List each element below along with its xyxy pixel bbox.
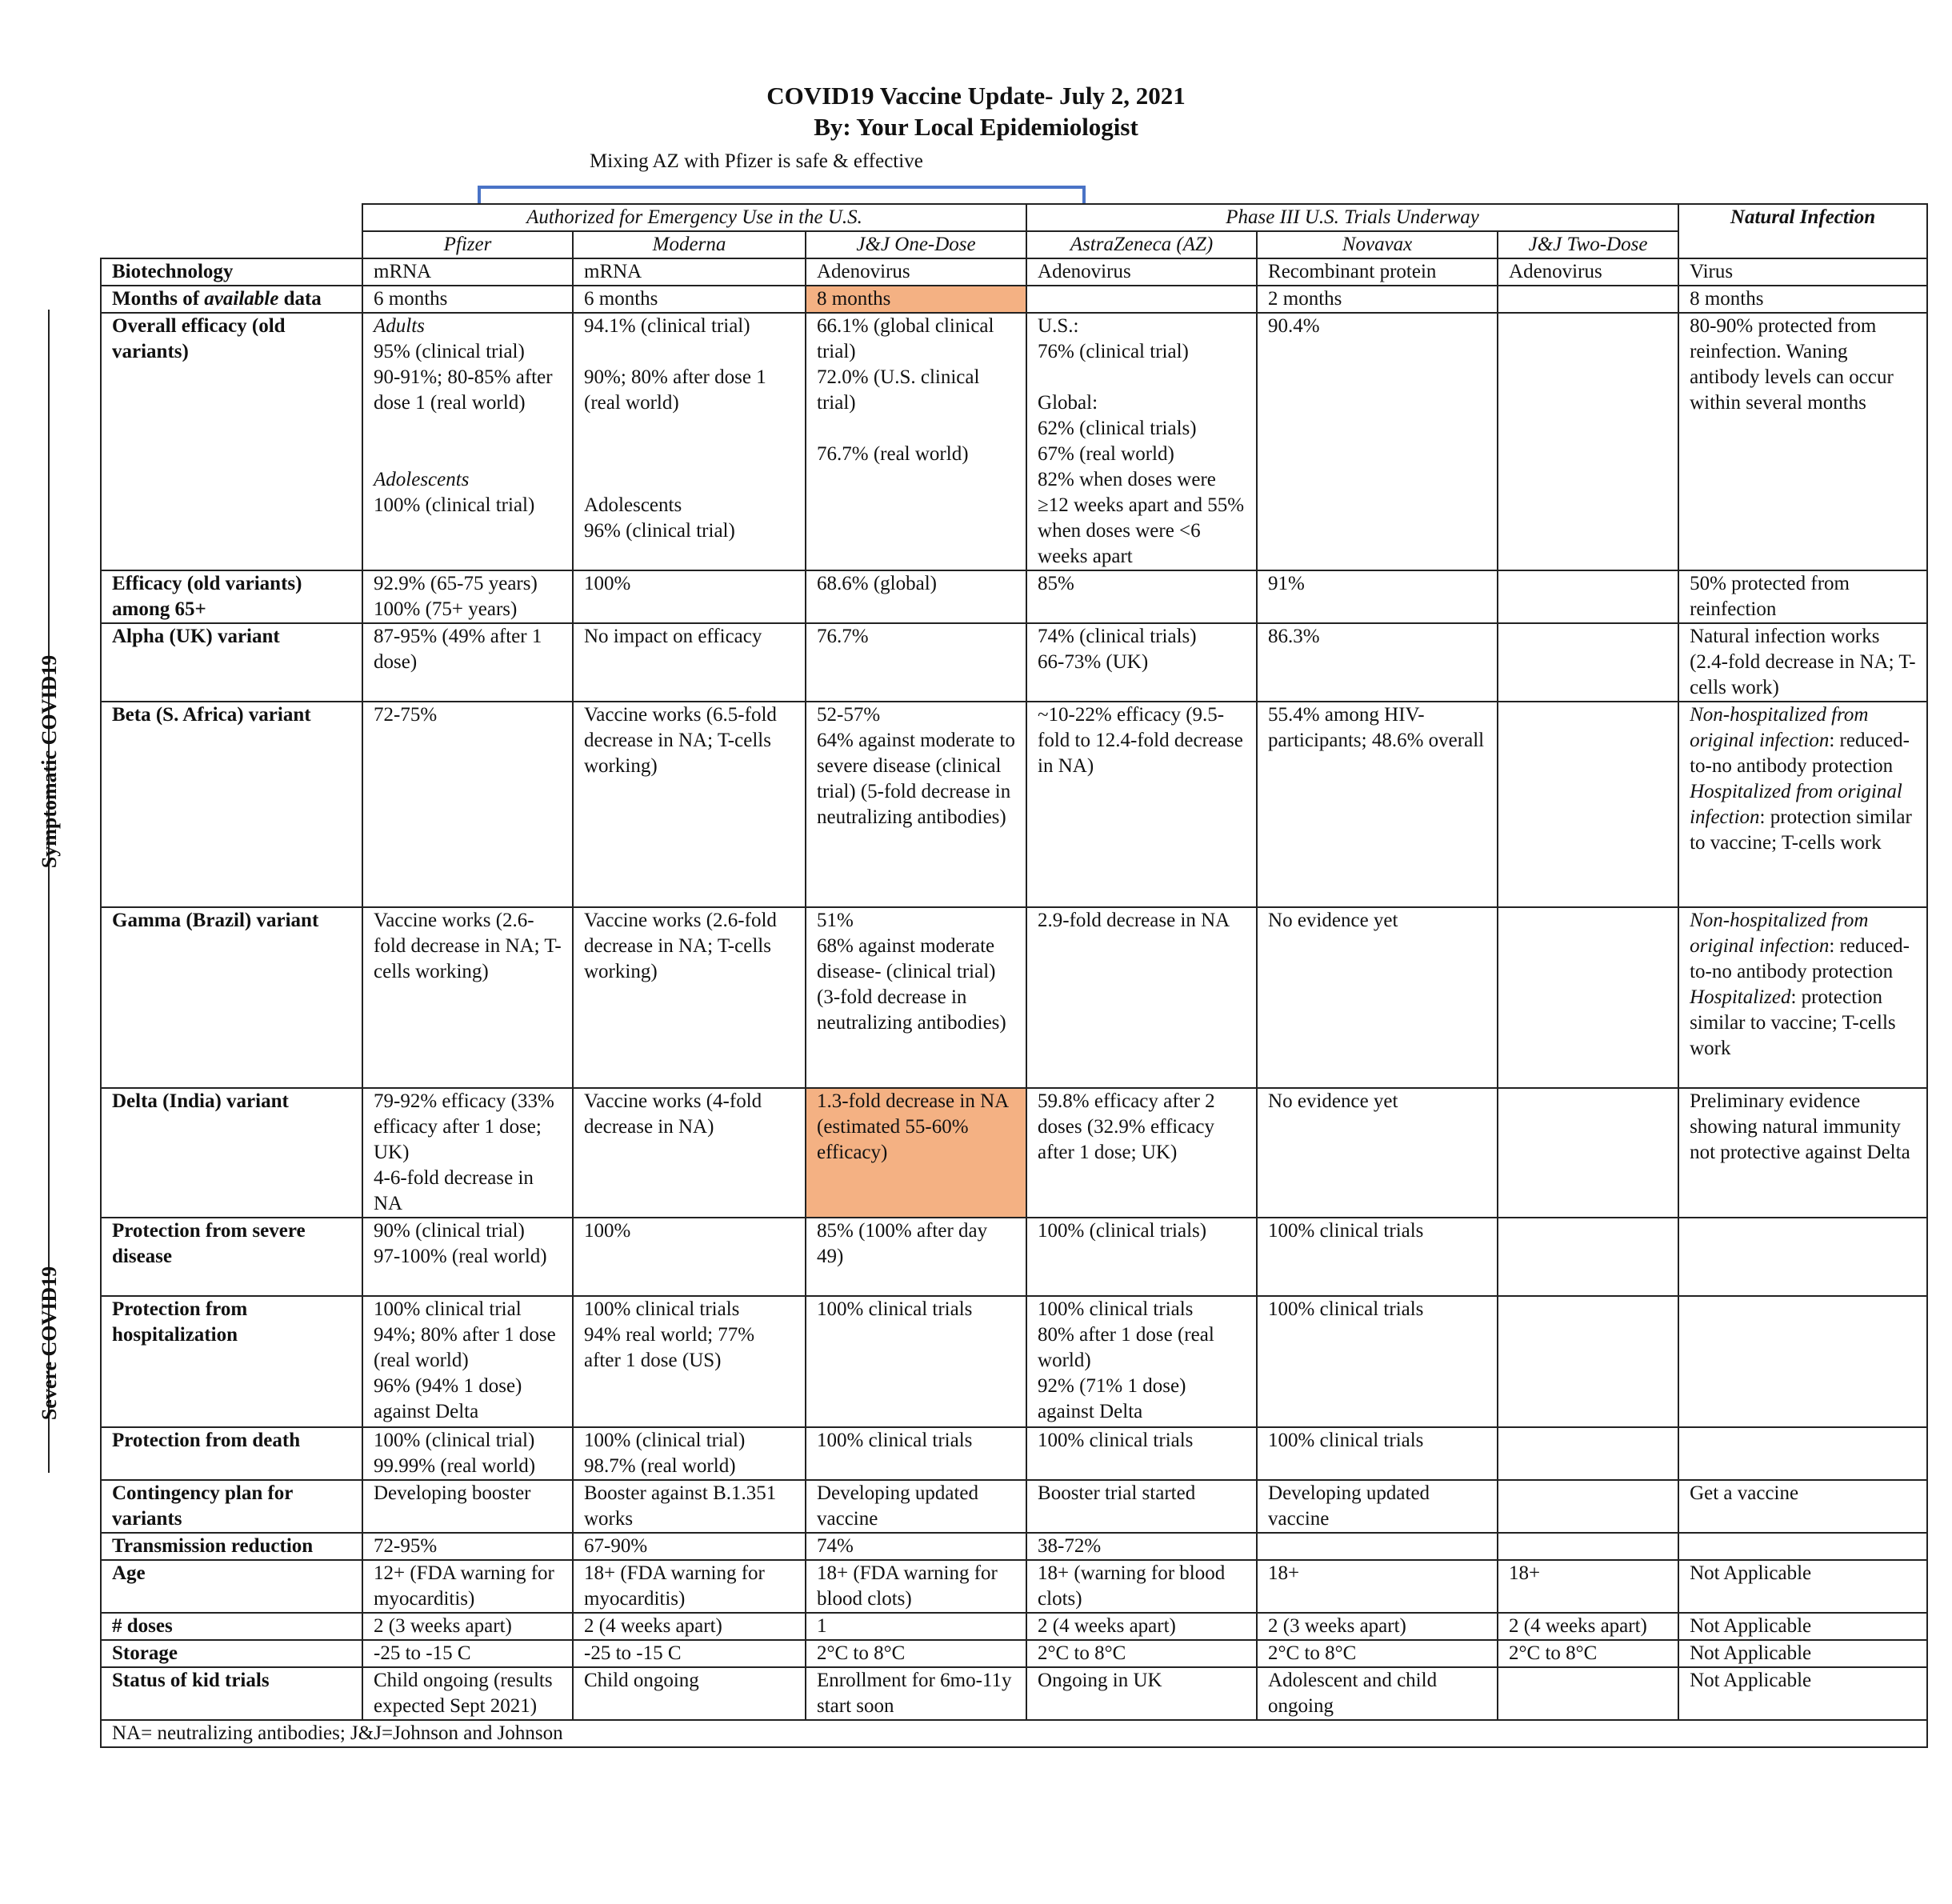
table-cell	[1678, 1296, 1927, 1427]
table-cell: 66.1% (global clinical trial) 72.0% (U.S. clinical trial) 76.7% (real world)	[806, 313, 1026, 570]
row-label-protection-from-death: Protection from death	[101, 1427, 362, 1480]
row-label-part: data	[278, 288, 322, 310]
table-cell: Not Applicable	[1678, 1613, 1927, 1640]
cell-text-part: 95% (clinical trial) 90-91%; 80-85% after dose 1 (real world)	[374, 341, 553, 414]
page-title	[0, 80, 1952, 142]
table-cell: 74% (clinical trials) 66-73% (UK)	[1026, 623, 1257, 702]
table-row	[101, 1218, 1927, 1296]
table-cell: 100% clinical trials	[806, 1296, 1026, 1427]
cell-text-part: Hospitalized	[1690, 986, 1791, 1008]
table-cell: 18+ (FDA warning for myocarditis)	[573, 1560, 806, 1613]
table-row	[101, 1560, 1927, 1613]
table-cell: Developing updated vaccine	[806, 1480, 1026, 1533]
table-cell	[1498, 1088, 1678, 1218]
table-row	[101, 1667, 1927, 1720]
table-cell	[1498, 1480, 1678, 1533]
mixing-note: Mixing AZ with Pfizer is safe & effective	[590, 150, 923, 172]
byline: By: Your Local Epidemiologist	[814, 113, 1138, 141]
table-cell: Adenovirus	[1498, 258, 1678, 286]
table-cell: 90% (clinical trial) 97-100% (real world)	[362, 1218, 573, 1296]
table-row	[101, 570, 1927, 623]
table-cell	[1498, 1533, 1678, 1560]
table-cell: ~10-22% efficacy (9.5-fold to 12.4-fold decrease in NA)	[1026, 702, 1257, 907]
table-cell: Adenovirus	[1026, 258, 1257, 286]
table-cell: 92.9% (65-75 years) 100% (75+ years)	[362, 570, 573, 623]
table-cell: 6 months	[573, 286, 806, 313]
cell-text-part: Adults	[374, 315, 425, 337]
table-row	[101, 1088, 1927, 1218]
col-header-pfizer: Pfizer	[362, 231, 573, 258]
table-cell	[1678, 1218, 1927, 1296]
table-cell: 8 months	[806, 286, 1026, 313]
table-cell: U.S.: 76% (clinical trial) Global: 62% (clinical trials) 67% (real world) 82% when doses were ≥12 weeks apart and 55% when doses were <6 weeks apart	[1026, 313, 1257, 570]
table-row	[101, 623, 1927, 702]
table-cell: 59.8% efficacy after 2 doses (32.9% efficacy after 1 dose; UK)	[1026, 1088, 1257, 1218]
table-row	[101, 907, 1927, 1088]
row-label-part: Months of	[112, 288, 205, 310]
table-cell: 18+	[1498, 1560, 1678, 1613]
row-label-protection-from-severe-disease: Protection from severe disease	[101, 1218, 362, 1296]
row-label-age: Age	[101, 1560, 362, 1613]
table-row	[101, 1613, 1927, 1640]
row-label-delta-india-variant: Delta (India) variant	[101, 1088, 362, 1218]
table-cell: No evidence yet	[1257, 1088, 1498, 1218]
table-cell: 51% 68% against moderate disease- (clinical trial) (3-fold decrease in neutralizing antibodies)	[806, 907, 1026, 1088]
col-header-moderna: Moderna	[573, 231, 806, 258]
row-label-protection-from-hospitalization: Protection from hospitalization	[101, 1296, 362, 1427]
group-phase3: Phase III U.S. Trials Underway	[1026, 204, 1678, 231]
cell-text-part: Non-hospitalized from original infection	[1690, 910, 1869, 957]
table-cell: 100% clinical trials	[1257, 1427, 1498, 1480]
table-cell: Preliminary evidence showing natural immunity not protective against Delta	[1678, 1088, 1927, 1218]
table-row	[101, 702, 1927, 907]
col-header-novavax: Novavax	[1257, 231, 1498, 258]
cell-text-part: : protection similar to vaccine; T-cells work	[1690, 806, 1912, 854]
table-cell: 50% protected from reinfection	[1678, 570, 1927, 623]
table-cell	[1498, 313, 1678, 570]
table-cell	[1257, 1533, 1498, 1560]
row-label-biotechnology: Biotechnology	[101, 258, 362, 286]
table-cell	[1498, 907, 1678, 1088]
table-cell: 100% (clinical trials)	[1026, 1218, 1257, 1296]
col-header-astrazeneca: AstraZeneca (AZ)	[1026, 231, 1257, 258]
table-cell: Vaccine works (2.6-fold decrease in NA; T-cells working)	[362, 907, 573, 1088]
table-cell: Booster trial started	[1026, 1480, 1257, 1533]
table-cell: 2°C to 8°C	[806, 1640, 1026, 1667]
table-cell: 68.6% (global)	[806, 570, 1026, 623]
table-cell: 85%	[1026, 570, 1257, 623]
table-cell: 6 months	[362, 286, 573, 313]
group-natural: Natural Infection	[1678, 204, 1927, 258]
table-cell: 90.4%	[1257, 313, 1498, 570]
table-cell: 2 months	[1257, 286, 1498, 313]
row-label-months-of-available-data	[101, 286, 362, 313]
table-cell	[1498, 1218, 1678, 1296]
table-cell: 12+ (FDA warning for myocarditis)	[362, 1560, 573, 1613]
row-label-part: available	[204, 288, 279, 310]
table-cell	[1678, 907, 1927, 1088]
table-cell: 2 (3 weeks apart)	[1257, 1613, 1498, 1640]
table-cell: 100% clinical trial 94%; 80% after 1 dose (real world) 96% (94% 1 dose) against Delta	[362, 1296, 573, 1427]
table-cell: 18+ (FDA warning for blood clots)	[806, 1560, 1026, 1613]
cell-text-part: Adolescents	[374, 469, 470, 490]
table-cell: 2.9-fold decrease in NA	[1026, 907, 1257, 1088]
table-cell: 100% clinical trials	[1026, 1427, 1257, 1480]
table-cell: mRNA	[573, 258, 806, 286]
table-cell: -25 to -15 C	[362, 1640, 573, 1667]
table-cell: 74%	[806, 1533, 1026, 1560]
table-cell	[1498, 1667, 1678, 1720]
row-label-status-of-kid-trials: Status of kid trials	[101, 1667, 362, 1720]
table-cell: 100%	[573, 1218, 806, 1296]
group-authorized: Authorized for Emergency Use in the U.S.	[362, 204, 1026, 231]
cell-text-part: : reduced-to-no antibody protection	[1690, 935, 1910, 982]
table-cell: 38-72%	[1026, 1533, 1257, 1560]
table-cell: 18+	[1257, 1560, 1498, 1613]
table-cell: 80-90% protected from reinfection. Waning antibody levels can occur within several months	[1678, 313, 1927, 570]
table-cell: Vaccine works (4-fold decrease in NA)	[573, 1088, 806, 1218]
table-cell: 85% (100% after day 49)	[806, 1218, 1026, 1296]
table-cell: 67-90%	[573, 1533, 806, 1560]
table-cell: Not Applicable	[1678, 1560, 1927, 1613]
table-cell: 100% (clinical trial) 99.99% (real world)	[362, 1427, 573, 1480]
table-cell: 52-57% 64% against moderate to severe disease (clinical trial) (5-fold decrease in neutralizing antibodies)	[806, 702, 1026, 907]
table-row	[101, 313, 1927, 570]
table-cell: Enrollment for 6mo-11y start soon	[806, 1667, 1026, 1720]
row-label-beta-s-africa-variant: Beta (S. Africa) variant	[101, 702, 362, 907]
table-cell: Ongoing in UK	[1026, 1667, 1257, 1720]
table-cell: -25 to -15 C	[573, 1640, 806, 1667]
table-cell: Child ongoing	[573, 1667, 806, 1720]
table-cell	[1498, 1296, 1678, 1427]
table-cell: 79-92% efficacy (33% efficacy after 1 dose; UK) 4-6-fold decrease in NA	[362, 1088, 573, 1218]
table-cell: 55.4% among HIV- participants; 48.6% overall	[1257, 702, 1498, 907]
footnote: NA= neutralizing antibodies; J&J=Johnson and Johnson	[101, 1720, 1927, 1747]
table-cell: 100% (clinical trial) 98.7% (real world)	[573, 1427, 806, 1480]
table-cell: Not Applicable	[1678, 1640, 1927, 1667]
table-cell: 2°C to 8°C	[1498, 1640, 1678, 1667]
table-cell: 1.3-fold decrease in NA (estimated 55-60% efficacy)	[806, 1088, 1026, 1218]
row-label-doses: # doses	[101, 1613, 362, 1640]
table-cell: 2°C to 8°C	[1026, 1640, 1257, 1667]
table-cell: 2 (4 weeks apart)	[1498, 1613, 1678, 1640]
table-cell: 100% clinical trials 80% after 1 dose (real world) 92% (71% 1 dose) against Delta	[1026, 1296, 1257, 1427]
table-cell: 8 months	[1678, 286, 1927, 313]
table-cell	[1498, 286, 1678, 313]
table-cell: 100%	[573, 570, 806, 623]
cell-text-part: Hospitalized from original infection	[1690, 781, 1902, 828]
table-cell: Booster against B.1.351 works	[573, 1480, 806, 1533]
table-cell: Virus	[1678, 258, 1927, 286]
table-row	[101, 258, 1927, 286]
table-cell: 72-95%	[362, 1533, 573, 1560]
cell-text-part: : reduced-to-no antibody protection	[1690, 730, 1910, 777]
table-row	[101, 286, 1927, 313]
table-cell: 2 (4 weeks apart)	[1026, 1613, 1257, 1640]
table-cell: Get a vaccine	[1678, 1480, 1927, 1533]
table-cell: 100% clinical trials	[806, 1427, 1026, 1480]
table-row	[101, 1427, 1927, 1480]
table-cell: Adenovirus	[806, 258, 1026, 286]
symptomatic-side-label: Symptomatic COVID19	[48, 310, 50, 1214]
severe-side-label: Severe COVID19	[48, 1214, 50, 1473]
cell-text-part: 100% (clinical trial)	[374, 494, 535, 516]
table-row	[101, 1480, 1927, 1533]
table-cell: 94.1% (clinical trial) 90%; 80% after dose 1 (real world) Adolescents 96% (clinical trial)	[573, 313, 806, 570]
table-cell	[1678, 1427, 1927, 1480]
row-label-contingency-plan-for-variants: Contingency plan for variants	[101, 1480, 362, 1533]
table-row	[101, 1640, 1927, 1667]
table-cell	[1678, 1533, 1927, 1560]
table-cell: Natural infection works (2.4-fold decrease in NA; T-cells work)	[1678, 623, 1927, 702]
table-cell: Not Applicable	[1678, 1667, 1927, 1720]
table-cell: 2°C to 8°C	[1257, 1640, 1498, 1667]
table-cell: Vaccine works (6.5-fold decrease in NA; T-cells working)	[573, 702, 806, 907]
table-cell: No impact on efficacy	[573, 623, 806, 702]
table-cell: Adolescent and child ongoing	[1257, 1667, 1498, 1720]
table-cell: 100% clinical trials	[1257, 1218, 1498, 1296]
table-cell	[362, 313, 573, 570]
table-row	[101, 1296, 1927, 1427]
row-label-alpha-uk-variant: Alpha (UK) variant	[101, 623, 362, 702]
cell-text-part: Non-hospitalized from original infection	[1690, 704, 1869, 751]
row-label-storage: Storage	[101, 1640, 362, 1667]
table-cell: 18+ (warning for blood clots)	[1026, 1560, 1257, 1613]
table-cell: 100% clinical trials	[1257, 1296, 1498, 1427]
table-cell: 2 (4 weeks apart)	[573, 1613, 806, 1640]
table-cell: Developing updated vaccine	[1257, 1480, 1498, 1533]
table-cell: 87-95% (49% after 1 dose)	[362, 623, 573, 702]
table-cell: 86.3%	[1257, 623, 1498, 702]
col-header-jj-two-dose: J&J Two-Dose	[1498, 231, 1678, 258]
table-cell: 76.7%	[806, 623, 1026, 702]
table-cell	[1498, 1427, 1678, 1480]
table-cell: 91%	[1257, 570, 1498, 623]
cell-text-part: : protection similar to vaccine; T-cells work	[1690, 986, 1896, 1059]
table-cell: 72-75%	[362, 702, 573, 907]
table-cell: 1	[806, 1613, 1026, 1640]
table-cell: Recombinant protein	[1257, 258, 1498, 286]
table-cell: Vaccine works (2.6-fold decrease in NA; T-cells working)	[573, 907, 806, 1088]
col-header-jj-one-dose: J&J One-Dose	[806, 231, 1026, 258]
table-cell: 2 (3 weeks apart)	[362, 1613, 573, 1640]
table-cell: 100% clinical trials 94% real world; 77% after 1 dose (US)	[573, 1296, 806, 1427]
table-cell: No evidence yet	[1257, 907, 1498, 1088]
vaccine-table	[100, 203, 1928, 1748]
table-cell	[1498, 570, 1678, 623]
note-bracket	[478, 186, 1086, 203]
table-cell	[1026, 286, 1257, 313]
title-line: COVID19 Vaccine Update- July 2, 2021	[766, 82, 1186, 110]
table-cell	[1498, 702, 1678, 907]
table-cell	[1498, 623, 1678, 702]
table-cell: Developing booster	[362, 1480, 573, 1533]
table-cell: Child ongoing (results expected Sept 2021)	[362, 1667, 573, 1720]
table-cell	[1678, 702, 1927, 907]
row-label-gamma-brazil-variant: Gamma (Brazil) variant	[101, 907, 362, 1088]
table-row	[101, 1533, 1927, 1560]
table-cell: mRNA	[362, 258, 573, 286]
row-label-efficacy-old-variants-among-65: Efficacy (old variants) among 65+	[101, 570, 362, 623]
row-label-overall-efficacy-old-variants: Overall efficacy (old variants)	[101, 313, 362, 570]
row-label-transmission-reduction: Transmission reduction	[101, 1533, 362, 1560]
